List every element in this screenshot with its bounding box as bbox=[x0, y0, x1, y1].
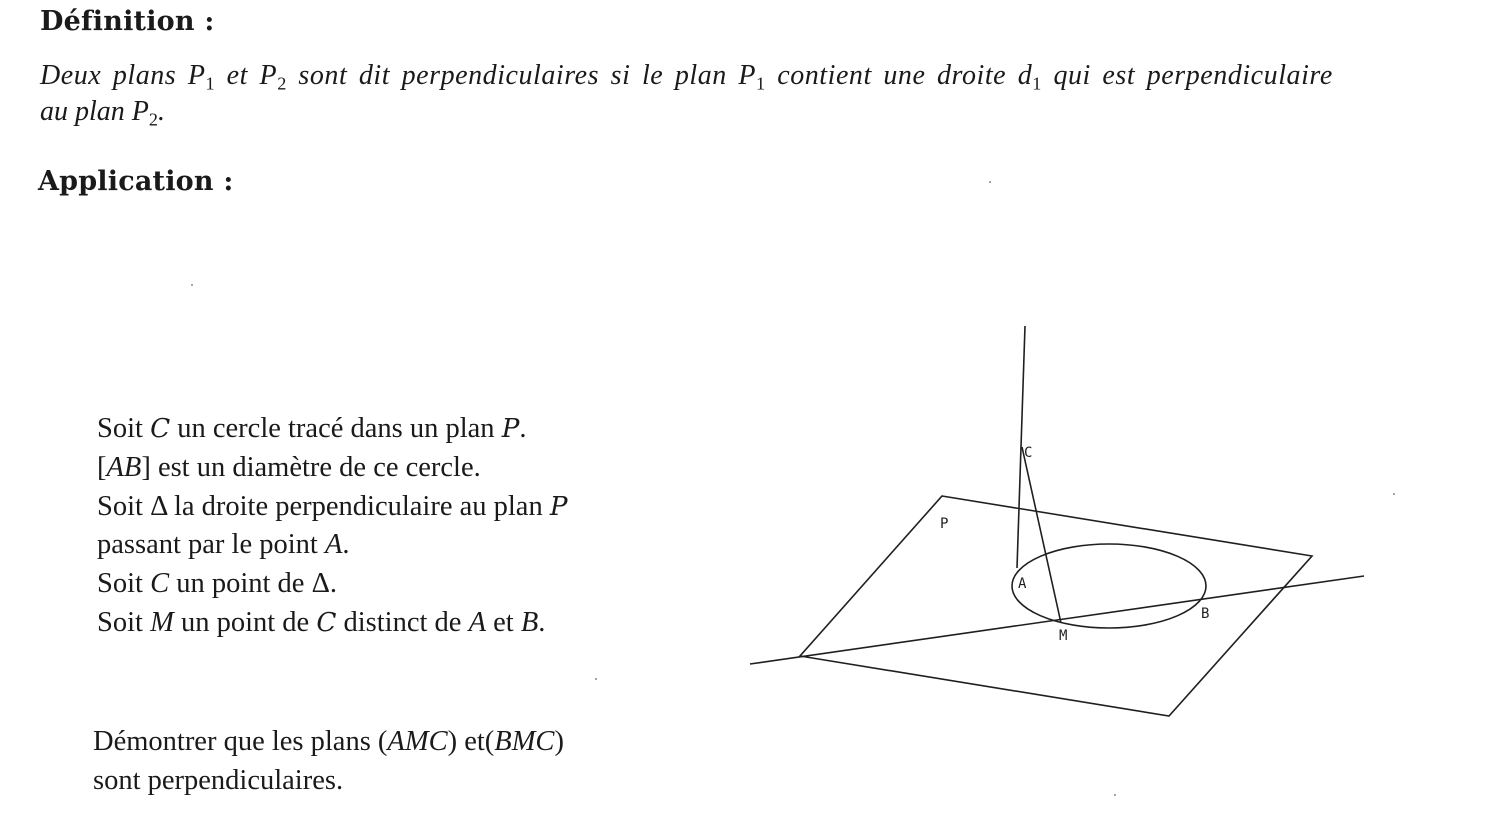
text-part: la droite perpendiculaire au plan bbox=[166, 490, 550, 522]
circle-symbol: C bbox=[316, 607, 337, 638]
label-point-b: B bbox=[1201, 606, 1210, 622]
plane-p1 bbox=[187, 60, 216, 94]
paper-speck bbox=[1393, 493, 1395, 495]
definition-heading: Définition : bbox=[40, 6, 215, 37]
definition-text bbox=[40, 58, 1480, 130]
plane-p1-again bbox=[738, 60, 766, 94]
text-part: ] est un diamètre de ce cercle. bbox=[141, 451, 481, 483]
text-part: . bbox=[519, 413, 527, 444]
paper-speck bbox=[191, 284, 193, 286]
plane-index: 1 bbox=[205, 73, 216, 94]
label-point-a: A bbox=[1018, 576, 1027, 592]
paper-speck bbox=[595, 678, 597, 680]
line-index: 1 bbox=[1032, 73, 1042, 94]
definition-text-part: . bbox=[157, 96, 165, 127]
circle-symbol: C bbox=[150, 414, 171, 444]
plane-symbol: P bbox=[549, 491, 568, 522]
text-part: un point de bbox=[173, 606, 317, 638]
definition-text-part: qui est perpendiculaire bbox=[1041, 60, 1333, 91]
question-line-1 bbox=[93, 723, 564, 762]
plane-index: 1 bbox=[756, 73, 766, 94]
hypothesis-line-1 bbox=[97, 410, 567, 449]
application-heading: Application : bbox=[38, 166, 234, 197]
text-part: Soit bbox=[97, 568, 151, 600]
hypothesis-line-3 bbox=[97, 488, 567, 527]
definition-line-2 bbox=[40, 94, 1480, 130]
hypothesis-line-5 bbox=[97, 565, 567, 604]
label-point-c: C bbox=[1024, 445, 1033, 461]
line-d1 bbox=[1017, 60, 1042, 94]
text-part: . bbox=[329, 568, 338, 600]
point-symbol: M bbox=[150, 606, 174, 638]
plane-p2-again bbox=[131, 96, 158, 130]
perpendicular-line-delta bbox=[1017, 326, 1025, 568]
plane-letter: P bbox=[259, 60, 278, 91]
definition-text-part: Deux plans bbox=[40, 60, 188, 91]
point-symbol: C bbox=[150, 568, 170, 600]
text-part: un point de bbox=[169, 568, 312, 600]
text-part: . bbox=[342, 529, 350, 561]
text-part: . bbox=[538, 606, 546, 638]
point-symbol: A bbox=[324, 529, 343, 561]
definition-line-1 bbox=[40, 58, 1480, 94]
definition-text-part: contient une droite bbox=[765, 60, 1018, 91]
text-part: Soit bbox=[97, 413, 151, 444]
plane-p2 bbox=[259, 60, 287, 94]
question-block bbox=[93, 723, 564, 801]
text-part: distinct de bbox=[336, 606, 469, 638]
definition-text-part: et bbox=[215, 60, 260, 91]
plane-index: 2 bbox=[148, 109, 158, 130]
hypothesis-line-4 bbox=[97, 526, 567, 565]
label-point-m: M bbox=[1059, 628, 1068, 644]
point-symbol: A bbox=[468, 606, 486, 638]
plane-letter: P bbox=[131, 96, 149, 127]
delta-symbol: Δ bbox=[311, 568, 330, 600]
hypothesis-line-6 bbox=[97, 604, 567, 643]
segment-symbol: AB bbox=[106, 451, 142, 483]
plane-symbol: P bbox=[501, 414, 520, 444]
text-part: et bbox=[486, 606, 521, 638]
text-part: ) et( bbox=[447, 726, 495, 757]
segment-cm bbox=[1022, 447, 1061, 623]
plane-bmc: BMC bbox=[494, 726, 555, 757]
paper-speck bbox=[1114, 794, 1116, 796]
text-part: ) bbox=[554, 726, 564, 757]
plane-index: 2 bbox=[277, 73, 287, 94]
line-letter: d bbox=[1017, 60, 1033, 91]
hypotheses-block bbox=[97, 410, 567, 643]
text-part: un cercle tracé dans un plan bbox=[170, 413, 502, 444]
plane-letter: P bbox=[187, 60, 206, 91]
plane-letter: P bbox=[738, 60, 757, 91]
text-part: Démontrer que les plans ( bbox=[93, 726, 388, 757]
text-part: [ bbox=[97, 451, 107, 483]
point-symbol: B bbox=[520, 606, 539, 638]
hypothesis-line-2 bbox=[97, 449, 567, 488]
text-part: Soit bbox=[97, 606, 151, 638]
question-line-2: sont perpendiculaires. bbox=[93, 764, 344, 796]
paper-speck bbox=[989, 181, 991, 183]
text-part: passant par le point bbox=[97, 529, 325, 561]
delta-symbol: Δ bbox=[150, 490, 167, 522]
circle-c bbox=[1012, 544, 1206, 628]
plane-outline bbox=[800, 496, 1312, 716]
label-plane-p: P bbox=[940, 516, 949, 532]
line-mb bbox=[750, 576, 1364, 664]
plane-amc: AMC bbox=[387, 726, 448, 757]
text-part: Soit bbox=[97, 490, 151, 522]
definition-text-part: au plan bbox=[40, 96, 132, 127]
definition-text-part: sont dit perpendiculaires si le plan bbox=[286, 60, 739, 91]
